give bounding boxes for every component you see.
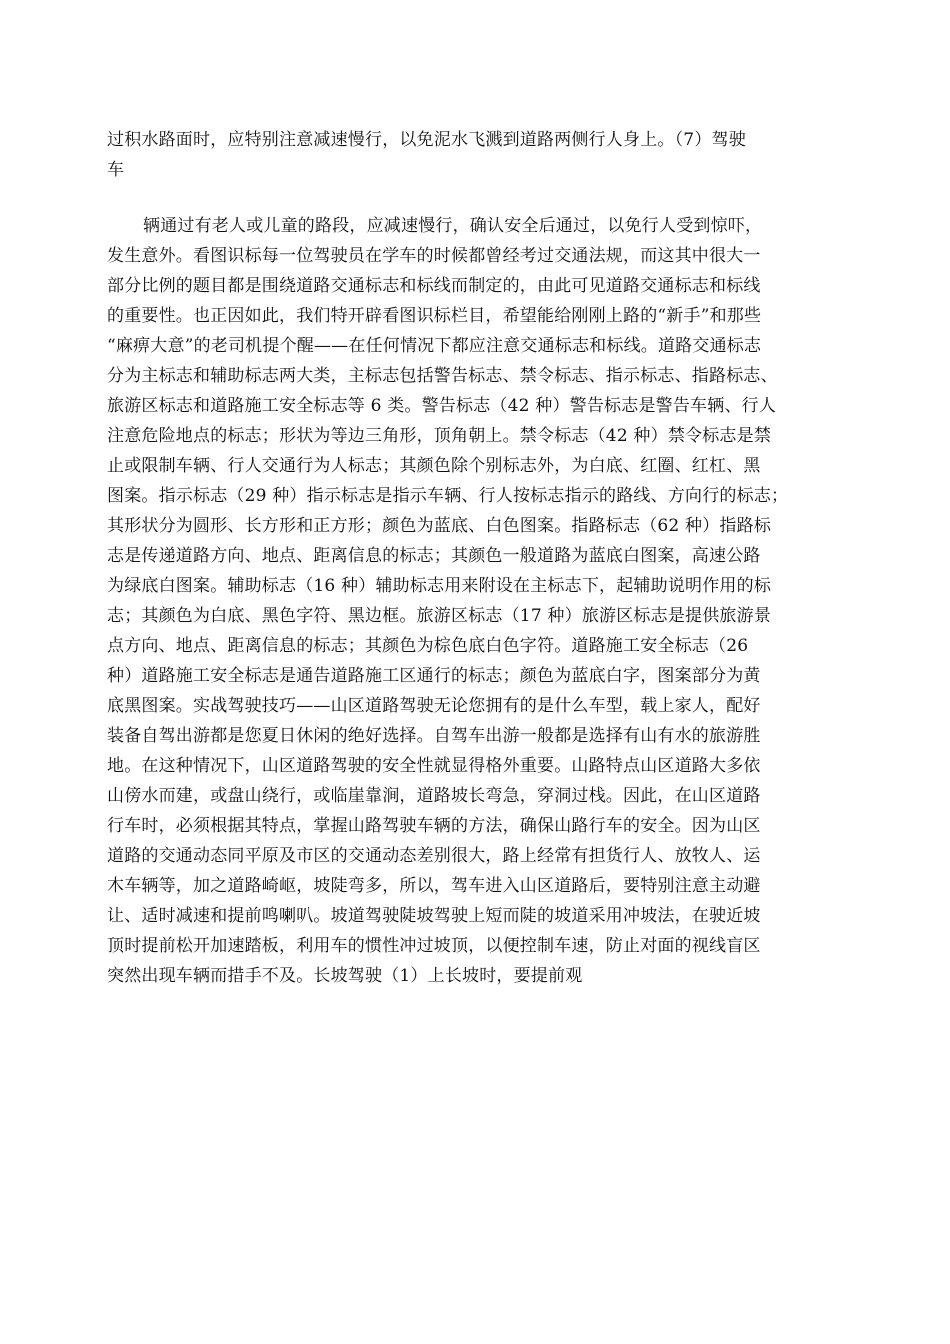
paragraph-gap (107, 185, 845, 211)
text-line: “麻痹大意”的老司机提个醒——在任何情况下都应注意交通标志和标线。道路交通标志 (107, 336, 762, 356)
text-line: 旅游区标志和道路施工安全标志等 6 类。警告标志（42 种）警告标志是警告车辆、行人 (107, 396, 777, 416)
text-line: 山傍水而建，或盘山绕行，或临崖靠涧，道路坡长弯急，穿洞过栈。因此，在山区道路 (107, 786, 761, 806)
paragraph-1 (107, 125, 845, 185)
text-line: 分为主标志和辅助标志两大类，主标志包括警告标志、禁令标志、指示标志、指路标志、 (107, 366, 778, 386)
text-line: 为绿底白图案。辅助标志（16 种）辅助标志用来附设在主标志下，起辅助说明作用的标 (107, 576, 772, 596)
text-line: 让、适时减速和提前鸣喇叭。坡道驾驶陡坡驾驶上短而陡的坡道采用冲坡法，在驶近坡 (107, 906, 761, 926)
text-line: 种）道路施工安全标志是通告道路施工区通行的标志；颜色为蓝底白字，图案部分为黄 (107, 666, 761, 686)
text-line: 发生意外。看图识标每一位驾驶员在学车的时候都曾经考过交通法规，而这其中很大一 (107, 246, 761, 266)
text-line: 部分比例的题目都是围绕道路交通标志和标线而制定的，由此可见道路交通标志和标线 (107, 276, 761, 296)
text-line: 顶时提前松开加速踏板，利用车的惯性冲过坡顶，以便控制车速，防止对面的视线盲区 (107, 936, 761, 956)
text-line: 注意危险地点的标志；形状为等边三角形，顶角朝上。禁令标志（42 种）禁令标志是禁 (107, 426, 772, 446)
text-line: 图案。指示标志（29 种）指示标志是指示车辆、行人按标志指示的路线、方向行的标志； (107, 486, 789, 506)
text-line: 止或限制车辆、行人交通行为人标志；其颜色除个别标志外，为白底、红圈、红杠、黑 (107, 456, 761, 476)
text-line: 过积水路面时，应特别注意减速慢行，以免泥水飞溅到道路两侧行人身上。（7）驾驶 (107, 130, 746, 150)
text-line: 道路的交通动态同平原及市区的交通动态差别很大，路上经常有担货行人、放牧人、运 (107, 846, 761, 866)
text-line: 志是传递道路方向、地点、距离信息的标志；其颜色一般道路为蓝底白图案，高速公路 (107, 546, 761, 566)
text-line: 志；其颜色为白底、黑色字符、黑边框。旅游区标志（17 种）旅游区标志是提供旅游景 (107, 606, 772, 626)
text-line: 的重要性。也正因如此，我们特开辟看图识标栏目，希望能给刚刚上路的“新手”和那些 (107, 306, 762, 326)
text-line: 车 (107, 160, 125, 180)
text-line: 辆通过有老人或儿童的路段，应减速慢行，确认安全后通过，以免行人受到惊吓， (143, 216, 763, 236)
text-line: 底黑图案。实战驾驶技巧——山区道路驾驶无论您拥有的是什么车型，载上家人，配好 (107, 696, 761, 716)
text-line: 装备自驾出游都是您夏日休闲的绝好选择。自驾车出游一般都是选择有山有水的旅游胜 (107, 726, 761, 746)
text-line: 点方向、地点、距离信息的标志；其颜色为棕色底白色字符。道路施工安全标志（26 (107, 636, 749, 656)
text-line: 突然出现车辆而措手不及。长坡驾驶（1）上长坡时，要提前观 (107, 966, 583, 986)
text-line: 地。在这种情况下，山区道路驾驶的安全性就显得格外重要。山路特点山区道路大多依 (107, 756, 761, 776)
text-line: 木车辆等，加之道路崎岖，坡陡弯多，所以，驾车进入山区道路后，要特别注意主动避 (107, 876, 761, 896)
text-line: 其形状分为圆形、长方形和正方形；颜色为蓝底、白色图案。指路标志（62 种）指路标 (107, 516, 772, 536)
document-page (107, 125, 845, 991)
paragraph-2 (107, 211, 845, 991)
text-line: 行车时，必须根据其特点，掌握山路驾驶车辆的方法，确保山路行车的安全。因为山区 (107, 816, 761, 836)
